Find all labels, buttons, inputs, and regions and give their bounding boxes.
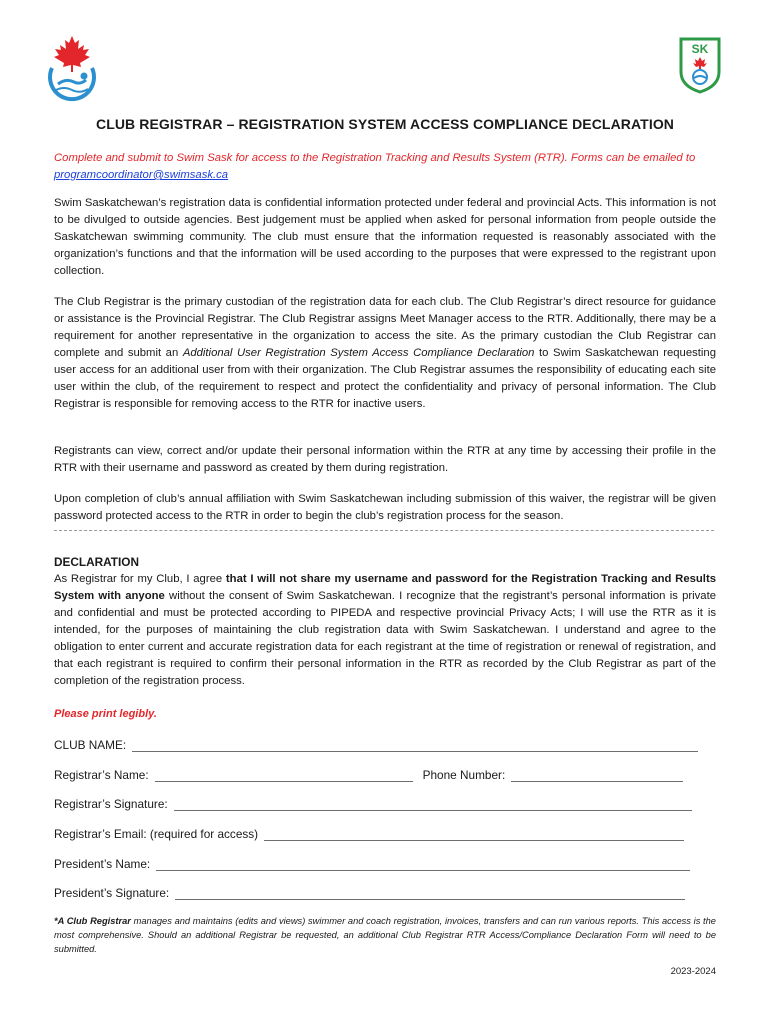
email-link[interactable]: programcoordinator@swimsask.ca: [54, 169, 229, 181]
declaration-text-b: without the consent of Swim Saskatchewan. I recognize that the registrant’s personal information is private and confidential and must be protected according to PIPEDA and respective provincial Privacy Acts; I will use the RTR as it is intended, for the purposes of maintaining the club registration data with Swim Saskatchewan. I understand and agree to the obligation to enter current and accurate registration data for each registrant at the time of registration or renewal of registration, and that each registrant is required to confirm their personal information in the RTR as recorded by the Club Registrar as part of the completion of the registration process.: [54, 590, 716, 687]
registrar-name-input-line[interactable]: [155, 769, 413, 782]
declaration-text-a: As Registrar for my Club, I agree: [54, 573, 226, 585]
registrar-name-label: Registrar’s Name:: [54, 768, 149, 782]
paragraph-registrants: Registrants can view, correct and/or update their personal information within the RTR at any time by accessing their profile in the RTR with their username and password as created by them during registration.: [54, 445, 716, 474]
registrar-email-field: [54, 823, 684, 841]
intro-instructions: [54, 150, 716, 184]
section-divider: [54, 530, 714, 531]
club-name-label: CLUB NAME:: [54, 738, 127, 752]
paragraph-2-italic: Additional User Registration System Access Compliance Declaration: [182, 347, 535, 359]
declaration-heading: DECLARATION: [54, 555, 139, 569]
registrar-signature-label: Registrar’s Signature:: [54, 797, 168, 811]
registrar-name-phone-row: [54, 764, 683, 782]
swim-saskatchewan-logo: [678, 36, 722, 94]
president-signature-field: [54, 882, 685, 900]
registrar-email-label: Registrar’s Email: (required for access): [54, 827, 259, 841]
paragraph-club-registrar: [54, 294, 716, 413]
phone-number-label: Phone Number:: [422, 768, 506, 782]
registrar-signature-field: [54, 793, 692, 811]
footnote-bold: *A Club Registrar: [54, 916, 131, 926]
print-legibly-note: Please print legibly.: [54, 708, 157, 720]
registrar-footnote: [54, 914, 716, 956]
document-title: CLUB REGISTRAR – REGISTRATION SYSTEM ACCESS COMPLIANCE DECLARATION: [95, 116, 675, 132]
club-name-field: [54, 734, 698, 752]
footnote-text: manages and maintains (edits and views) swimmer and coach registration, invoices, transfers and can run various reports. This access is the most comprehensive. Should an additional Registrar be requested, an additional Club Registrar RTR Access/Compliance Declaration Form will need to be submitted.: [54, 916, 716, 954]
president-name-field: [54, 853, 690, 871]
sk-logo-text: SK: [691, 42, 709, 56]
phone-number-input-line[interactable]: [511, 769, 683, 782]
declaration-body: [54, 571, 716, 690]
intro-text: Complete and submit to Swim Sask for access to the Registration Tracking and Results System (RTR). Forms can be emailed to: [54, 152, 696, 164]
president-signature-label: President’s Signature:: [54, 886, 170, 900]
president-name-input-line[interactable]: [156, 858, 690, 871]
paragraph-affiliation: Upon completion of club’s annual affiliation with Swim Saskatchewan including submission of this waiver, the registrar will be given password protected access to the RTR in order to begin the club’s registration process for the season.: [54, 493, 716, 522]
declaration-bold: that I will not share my username and password for the Registration Tracking and Results System with anyone: [54, 573, 716, 602]
president-name-label: President’s Name:: [54, 857, 151, 871]
registrar-email-input-line[interactable]: [264, 828, 684, 841]
paragraph-2-text-b: to Swim Saskatchewan requesting user access for an additional user from with their organization. The Club Registrar assumes the responsibility of educating each site user within the club, of the requirement to respect and protect the confidentiality and privacy of personal information. The Club Registrar is responsible for removing access to the RTR for inactive users.: [54, 347, 716, 410]
document-year: 2023-2024: [670, 966, 716, 977]
registrar-signature-input-line[interactable]: [174, 798, 692, 811]
president-signature-input-line[interactable]: [175, 887, 685, 900]
club-name-input-line[interactable]: [132, 739, 698, 752]
paragraph-2-text-a: The Club Registrar is the primary custodian of the registration data for each club. The Club Registrar’s direct resource for guidance or assistance is the Provincial Registrar. The Club Registrar assigns Meet Manager access to the RTR. Additionally, there may be a requirement for another representative in the organization to access the site. As the primary custodian the Club Registrar can complete and submit an: [54, 296, 716, 359]
swimming-canada-logo: [46, 34, 98, 104]
paragraph-confidentiality: Swim Saskatchewan’s registration data is confidential information protected under federal and provincial Acts. This information is not to be divulged to outside agencies. Best judgement must be applied when asked for personal information from people outside the Saskatchewan swimming community. The club must ensure that the information requested is reasonably associated with the organization’s functions and that the information will be used according to the purposes that were expressed to the registrant upon collection.: [54, 197, 716, 277]
